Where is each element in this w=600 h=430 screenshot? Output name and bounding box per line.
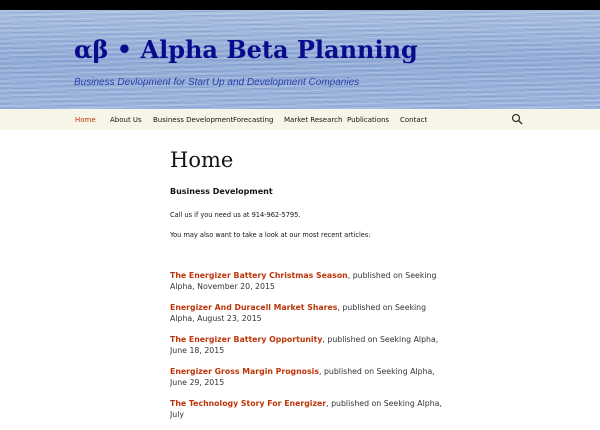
nav-home[interactable]: Home xyxy=(75,116,96,124)
article-meta: , published on Seeking Alpha, July xyxy=(170,399,442,419)
search-icon[interactable] xyxy=(511,113,523,125)
article-meta: , published on Seeking Alpha, June 29, 2015 xyxy=(170,367,435,387)
article-list xyxy=(170,270,445,430)
article-link[interactable]: Energizer And Duracell Market Shares xyxy=(170,303,338,312)
article-link[interactable]: The Energizer Battery Opportunity xyxy=(170,335,323,344)
nav-market-research[interactable]: Market Research xyxy=(284,116,343,124)
list-item xyxy=(170,398,445,420)
nav-forecasting[interactable]: Forecasting xyxy=(233,116,274,124)
main-nav xyxy=(0,109,600,130)
nav-about-us[interactable]: About Us xyxy=(110,116,142,124)
call-text: Call us if you need us at 914-962-5795. xyxy=(170,211,301,219)
article-meta: , published on Seeking Alpha, August 23, 2015 xyxy=(170,303,427,323)
list-item xyxy=(170,302,445,324)
article-meta: , published on Seeking Alpha, June 18, 2015 xyxy=(170,335,439,355)
article-link[interactable]: The Technology Story For Energizer xyxy=(170,399,327,408)
page-content xyxy=(170,148,440,240)
intro-text: You may also want to take a look at our most recent articles: xyxy=(170,231,371,239)
page-title: Home xyxy=(170,148,234,172)
article-link[interactable]: The Energizer Battery Christmas Season xyxy=(170,271,348,280)
page-subtitle: Business Development xyxy=(170,187,273,196)
article-meta: , published on Seeking Alpha, November 20, 2015 xyxy=(170,271,437,291)
list-item xyxy=(170,270,445,292)
site-tagline: Business Devlopment for Start Up and Development Companies xyxy=(74,77,360,88)
article-link[interactable]: Energizer Gross Margin Prognosis xyxy=(170,367,319,376)
site-title[interactable]: αβ • Alpha Beta Planning xyxy=(74,35,418,64)
nav-contact[interactable]: Contact xyxy=(400,116,428,124)
list-item xyxy=(170,334,445,356)
site-header xyxy=(0,10,600,109)
nav-publications[interactable]: Publications xyxy=(347,116,390,124)
top-bar xyxy=(0,0,600,10)
list-item xyxy=(170,366,445,388)
nav-business-development[interactable]: Business Development xyxy=(153,116,234,124)
